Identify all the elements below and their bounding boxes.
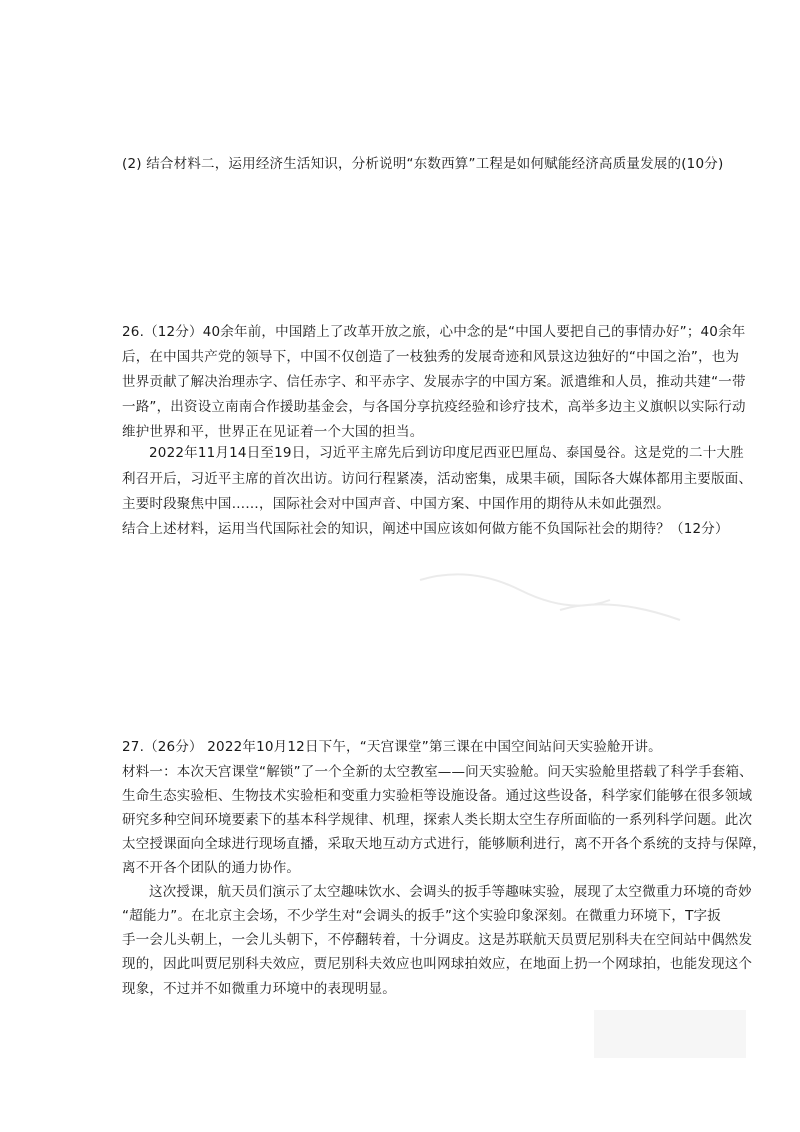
q26-paragraph-line: 维护世界和平，世界正在见证着一个大国的担当。 <box>122 424 424 440</box>
q26-question-prompt: 结合上述材料，运用当代国际社会的知识，阐述中国应该如何做方能不负国际社会的期待？（12分） <box>122 521 729 537</box>
q27-material-line: 这次授课，航天员们演示了太空趣味饮水、会调头的扳手等趣味实验，展现了太空微重力环境的奇妙 <box>149 884 752 900</box>
q27-material-line: 现象，不过并不如微重力环境中的表现明显。 <box>122 981 396 997</box>
q26-paragraph-line: 26.（12分）40余年前，中国踏上了改革开放之旅，心中念的是“中国人要把自己的事情办好”；40余年 <box>122 324 746 340</box>
q26-paragraph-line: 利召开后，习近平主席的首次出访。访问行程紧凑，活动密集，成果丰硕，国际各大媒体都用主要版面、 <box>122 471 753 487</box>
q27-material-line: 离不开各个团队的通力协作。 <box>122 860 301 876</box>
question-2-prompt: (2) 结合材料二，运用经济生活知识，分析说明“东数西算”工程是如何赋能经济高质量发展的(10分) <box>122 156 724 172</box>
q27-material-line: 研究多种空间环境要素下的基本科学规律、机理，探索人类长期太空生存所面临的一系列科学问题。此次 <box>122 812 753 828</box>
q26-paragraph-line: 主要时段聚焦中国……，国际社会对中国声音、中国方案、中国作用的期待从未如此强烈。 <box>122 496 670 512</box>
q27-material-line: 生命生态实验柜、生物技术实验柜和变重力实验柜等设施设备。通过这些设备，科学家们能够在很多领域 <box>122 788 753 804</box>
q27-material-line: 材料一：本次天宫课堂“解锁”了一个全新的太空教室——问天实验舱。问天实验舱里搭载了科学手套箱、 <box>122 764 753 780</box>
q27-material-line: 现的，因此叫贾尼别科夫效应，贾尼别科夫效应也叫网球拍效应，在地面上扔一个网球拍，也能发现这个 <box>122 956 753 972</box>
q27-material-line: 太空授课面向全球进行现场直播，采取天地互动方式进行，能够顺利进行，离不开各个系统的支持与保障， <box>122 836 766 852</box>
q26-paragraph-line: 2022年11月14日至19日，习近平主席先后到访印度尼西亚巴厘岛、泰国曼谷。这是党的二十大胜 <box>149 445 744 461</box>
q27-material-line: “超能力”。在北京主会场，不少学生对“会调头的扳手”这个实验印象深刻。在微重力环境下，T字扳 <box>122 908 721 924</box>
q26-paragraph-line: 世界贡献了解决治理赤字、信任赤字、和平赤字、发展赤字的中国方案。派遣维和人员，推动共建“一带 <box>122 374 746 390</box>
scan-gray-patch <box>594 1010 746 1058</box>
q27-heading: 27.（26分） 2022年10月12日下午，“天宫课堂”第三课在中国空间站问天实验舱开讲。 <box>122 739 662 755</box>
faint-watermark <box>410 560 700 640</box>
q26-paragraph-line: 一路”，出资设立南南合作援助基金会，与各国分享抗疫经验和诊疗技术，高举多边主义旗帜以实际行动 <box>122 399 746 415</box>
q27-material-line: 手一会儿头朝上，一会儿头朝下，不停翻转着，十分调皮。这是苏联航天员贾尼别科夫在空间站中偶然发 <box>122 932 753 948</box>
q26-paragraph-line: 后，在中国共产党的领导下，中国不仅创造了一枝独秀的发展奇迹和风景这边独好的“中国之治”，也为 <box>122 349 740 365</box>
